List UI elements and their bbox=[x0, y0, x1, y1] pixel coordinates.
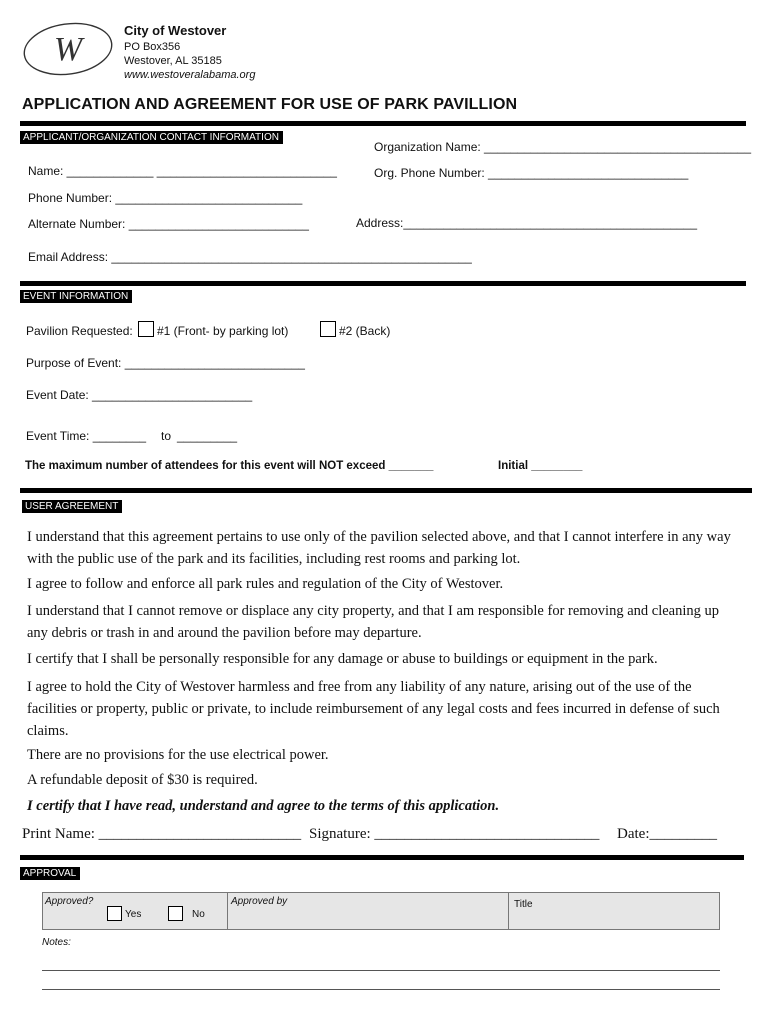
approved-cell bbox=[43, 893, 228, 929]
pavilion-requested-label: Pavilion Requested: bbox=[26, 324, 133, 338]
email-field[interactable]: Email Address: ______________________________________________________ bbox=[28, 250, 472, 264]
signature-field[interactable]: Signature: ______________________________ bbox=[309, 826, 600, 842]
section-divider bbox=[20, 488, 752, 493]
logo-letter: W bbox=[53, 31, 83, 68]
approved-by-label: Approved by bbox=[231, 896, 288, 907]
event-time-to-label: to bbox=[161, 429, 172, 443]
initial-field[interactable]: Initial ________ bbox=[498, 460, 583, 472]
approved-question: Approved? bbox=[45, 896, 94, 907]
contact-section-label: APPLICANT/ORGANIZATION CONTACT INFORMATION bbox=[20, 131, 283, 144]
section-divider bbox=[20, 121, 746, 126]
approved-no-checkbox[interactable] bbox=[168, 906, 183, 921]
notes-label: Notes: bbox=[42, 937, 71, 948]
certify-statement: I certify that I have read, understand and agree to the terms of this application. bbox=[27, 798, 500, 814]
pavilion-2-checkbox[interactable] bbox=[320, 321, 336, 337]
organization-name-field[interactable]: Organization Name: ________________________________________ bbox=[374, 140, 752, 154]
approved-yes-checkbox[interactable] bbox=[107, 906, 122, 921]
org-phone-field[interactable]: Org. Phone Number: ______________________________ bbox=[374, 166, 689, 180]
agreement-paragraph-4: I certify that I shall be personally responsible for any damage or abuse to buildings or equipment in the park. bbox=[27, 651, 658, 667]
agreement-paragraph-3: I understand that I cannot remove or displace any city property, and that I am responsible for removing and cleaning up any debris or trash in and around the pavilion before may departure. bbox=[27, 603, 720, 641]
purpose-field[interactable]: Purpose of Event: ___________________________ bbox=[26, 356, 305, 370]
city-logo bbox=[22, 22, 114, 76]
agreement-section-label: USER AGREEMENT bbox=[22, 500, 122, 513]
pavilion-1-label: #1 (Front- by parking lot) bbox=[157, 324, 289, 338]
alternate-number-field[interactable]: Alternate Number: ___________________________ bbox=[28, 217, 309, 231]
date-field[interactable]: Date:_________ bbox=[617, 826, 717, 842]
page-title: APPLICATION AND AGREEMENT FOR USE OF PARK PAVILLION bbox=[22, 96, 518, 113]
event-time-end-field[interactable]: _________ bbox=[177, 429, 238, 443]
section-divider bbox=[20, 855, 744, 860]
pavilion-1-checkbox[interactable] bbox=[138, 321, 154, 337]
print-name-field[interactable]: Print Name: ___________________________ bbox=[22, 826, 302, 842]
event-time-start-field[interactable]: Event Time: ________ bbox=[26, 429, 147, 443]
agreement-paragraph-1: I understand that this agreement pertains to use only of the pavilion selected above, and that I cannot interfere in any way with the public use of the park and its facilities, including rest rooms and parking lot. bbox=[27, 529, 731, 567]
title-label: Title bbox=[514, 899, 533, 910]
agreement-paragraph-7: A refundable deposit of $30 is required. bbox=[27, 772, 258, 788]
no-label: No bbox=[192, 909, 205, 920]
section-divider bbox=[20, 281, 746, 286]
address-field[interactable]: Address:____________________________________________ bbox=[356, 216, 698, 230]
event-date-field[interactable]: Event Date: ________________________ bbox=[26, 388, 253, 402]
name-field[interactable]: Name: _____________ ___________________________ bbox=[28, 164, 337, 178]
event-section-label: EVENT INFORMATION bbox=[20, 290, 132, 303]
pavilion-2-label: #2 (Back) bbox=[339, 324, 391, 338]
max-attendees-field[interactable]: The maximum number of attendees for this event will NOT exceed _______ bbox=[25, 460, 434, 472]
approved-by-cell[interactable] bbox=[228, 893, 509, 929]
notes-line-2[interactable] bbox=[42, 989, 720, 990]
agreement-paragraph-2: I agree to follow and enforce all park rules and regulation of the City of Westover. bbox=[27, 576, 504, 592]
approval-section-label: APPROVAL bbox=[20, 867, 80, 880]
city-state-zip: Westover, AL 35185 bbox=[124, 55, 222, 67]
notes-line-1[interactable] bbox=[42, 970, 720, 971]
title-cell[interactable] bbox=[509, 893, 719, 929]
yes-label: Yes bbox=[125, 909, 142, 920]
agreement-paragraph-5: I agree to hold the City of Westover harmless and free from any liability of any nature, arising out of the use of the facilities or property, public or private, to include reimbursement of any legal costs and fees incurred in defense of such claims. bbox=[27, 679, 720, 739]
website: www.westoveralabama.org bbox=[124, 69, 256, 81]
agreement-paragraph-6: There are no provisions for the use electrical power. bbox=[27, 747, 329, 763]
city-name: City of Westover bbox=[124, 23, 227, 38]
po-box: PO Box356 bbox=[124, 41, 181, 53]
phone-number-field[interactable]: Phone Number: ____________________________ bbox=[28, 191, 303, 205]
approval-table bbox=[42, 892, 720, 930]
